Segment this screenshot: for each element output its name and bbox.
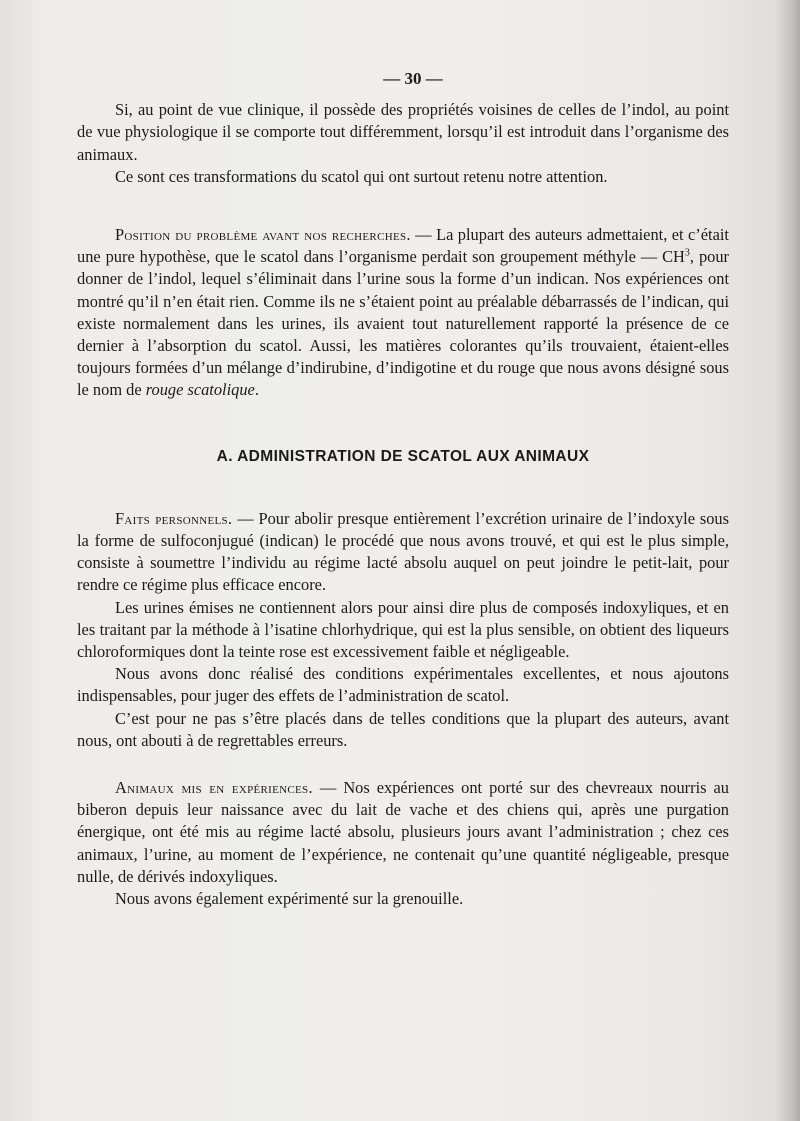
page-body	[77, 68, 729, 910]
paragraph-urines	[77, 597, 729, 664]
run-in-heading: Position du problème avant nos recherches.	[115, 225, 411, 245]
paragraph-text: — Nos expériences ont porté sur des chevreaux nourris au biberon depuis leur naissance avec du lait de vache et des chiens qui, après une purgation énergique, ont été mis au régime lacté absolu, plusieurs jours avant l’administration ; chez ces animaux, l’urine, au moment de l’expérience, ne contenait qu’une quantité négligeable, presque nulle, de dérivés indoxyliques.	[77, 778, 729, 886]
run-in-heading: Faits personnels.	[115, 508, 233, 528]
superscript: 3	[684, 247, 690, 259]
paragraph-erreurs	[77, 708, 729, 752]
paragraph-text: — Pour abolir presque entièrement l’excrétion urinaire de l’indoxyle sous la forme de sulfoconjugué (indican) le procédé que nous avons trouvé, et qui est le plus simple, consiste à soumettre l’individu au régime lacté absolu auquel on peut joindre le petit-lait, pour rendre ce régime plus efficace encore.	[77, 508, 729, 595]
paragraph-text: C’est pour ne pas s’être placés dans de telles conditions que la plupart des auteurs, avant nous, ont abouti à de regrettables erreurs.	[77, 708, 729, 750]
paragraph-text: Nous avons également expérimenté sur la grenouille.	[115, 889, 464, 909]
page-number: — 30 —	[383, 69, 443, 88]
paragraph-conditions	[77, 663, 729, 707]
paragraph-clinical-properties	[77, 99, 729, 166]
paragraph-text: Nous avons donc réalisé des conditions expérimentales excellentes, et nous ajoutons indispensables, pour juger des effets de l’administration de scatol.	[77, 664, 729, 706]
paragraph-animaux	[77, 777, 729, 888]
paragraph-faits-personnels	[77, 508, 729, 597]
paragraph-text: .	[254, 380, 259, 400]
italic-term: rouge scatolique	[145, 380, 255, 400]
paragraph-grenouille	[77, 888, 729, 910]
run-in-heading: Animaux mis en expériences.	[115, 778, 313, 798]
paragraph-text: Les urines émises ne contiennent alors pour ainsi dire plus de composés indoxyliques, et en les traitant par la méthode à l’isatine chlorhydrique, qui est la plus sensible, on obtient des liqueurs chloroformiques dont la teinte rose est excessivement faible et négligeable.	[77, 597, 729, 662]
page-edge-shadow	[774, 0, 800, 1121]
paragraph-position-du-probleme	[77, 224, 729, 402]
section-title: A. ADMINISTRATION DE SCATOL AUX ANIMAUX	[216, 447, 590, 465]
paragraph-text: , pour donner de l’indol, lequel s’éliminait dans l’urine sous la forme d’un indican. Nos expériences ont montré qu’il n’en était rien. Comme ils ne s’étaient point au préalable débarrassés de l’indican, qui existe normalement dans les urines, ils avaient tout naturellement rapporté la présence de ce dernier à l’absorption du scatol. Aussi, les matières colorantes qu’ils trouvaient, étaient-elles toujours formées d’un mélange d’indirubine, d’indigotine et du rouge que nous avons désigné sous le nom de	[77, 247, 729, 400]
paragraph-text: — La plupart des auteurs admettaient, et c’était une pure hypothèse, que le scatol dans l’organisme perdait son groupement méthyle — CH	[77, 225, 729, 267]
paragraph-transformations	[77, 166, 729, 188]
paragraph-text: Ce sont ces transformations du scatol qui ont surtout retenu notre attention.	[115, 166, 608, 186]
paragraph-text: Si, au point de vue clinique, il possède des propriétés voisines de celles de l’indol, au point de vue physiologique il se comporte tout différemment, lorsqu’il est introduit dans l’organisme des animaux.	[77, 100, 729, 164]
